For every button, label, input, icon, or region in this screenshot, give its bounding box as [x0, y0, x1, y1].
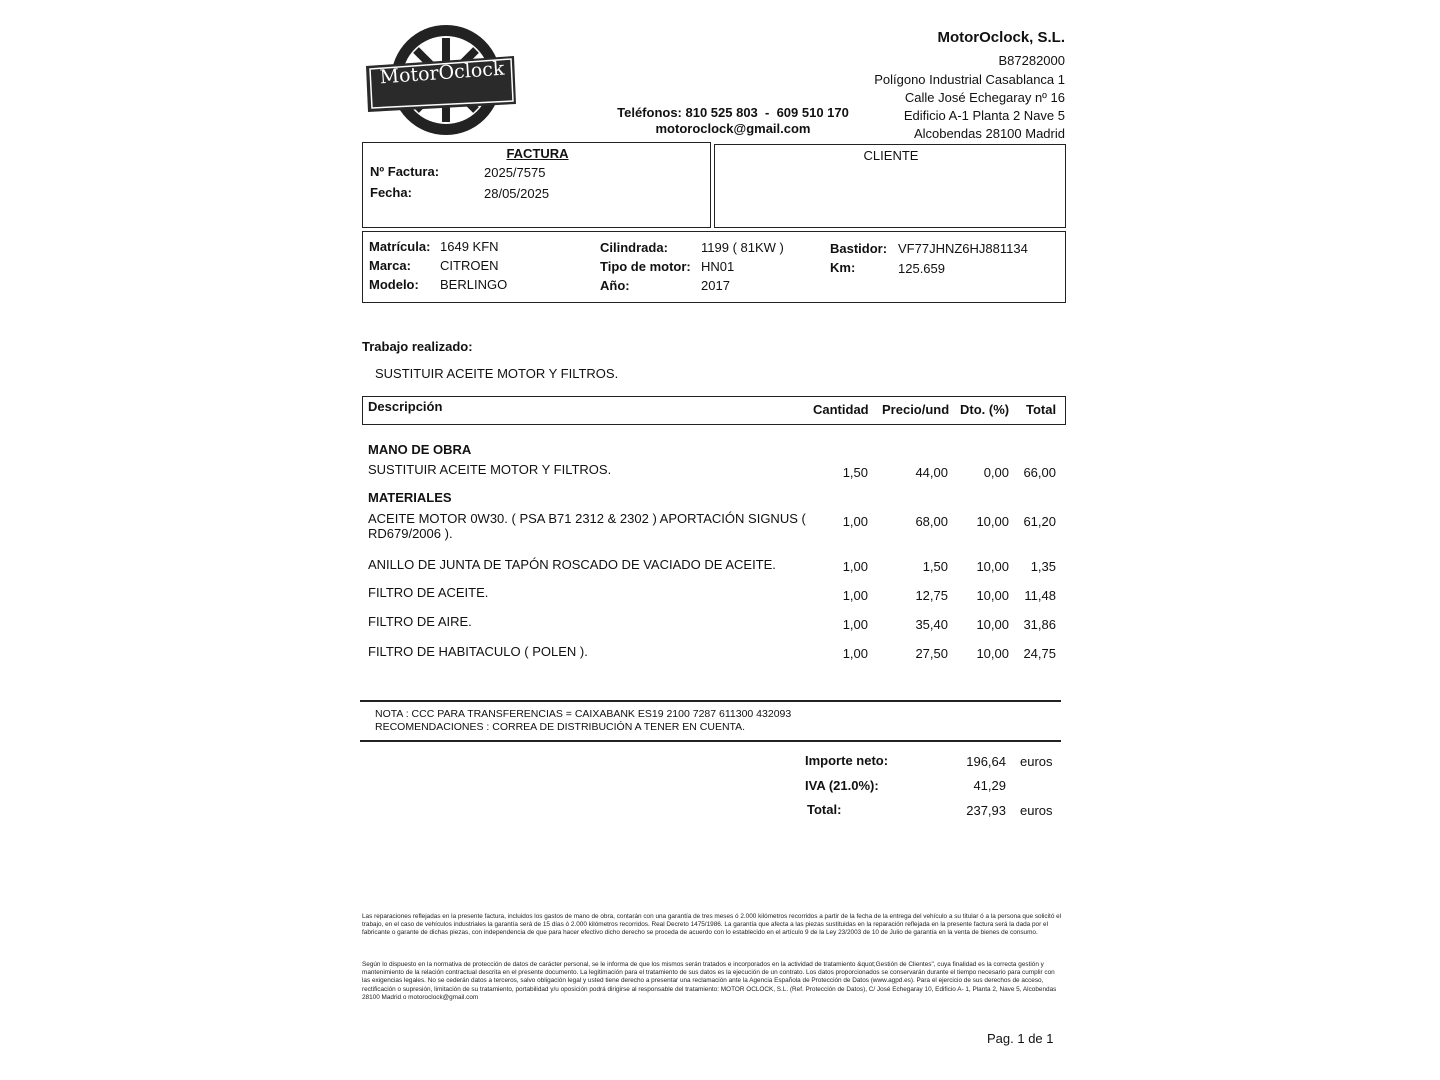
vat-label: IVA (21.0%):	[805, 778, 879, 793]
row-price: 68,00	[915, 514, 948, 529]
cc-label: Cilindrada:	[600, 240, 668, 255]
col-description: Descripción	[368, 399, 443, 414]
row-price: 1,50	[922, 559, 948, 574]
row-discount: 10,00	[976, 588, 1009, 603]
total-value: 237,93	[966, 803, 1006, 818]
invoice-date: 28/05/2025	[484, 186, 550, 201]
row-total: 11,48	[1024, 588, 1056, 603]
vin-value: VF77JHNZ6HJ881134	[898, 241, 1028, 256]
row-discount: 0,00	[983, 465, 1009, 480]
total-unit: euros	[1020, 803, 1053, 818]
company-phones: Teléfonos: 810 525 803 - 609 510 170	[617, 105, 849, 120]
company-address-2: Calle José Echegaray nº 16	[904, 89, 1065, 105]
row-price: 27,50	[915, 646, 948, 661]
model-label: Modelo:	[369, 277, 419, 292]
km-label: Km:	[830, 260, 856, 275]
total-label: Total:	[807, 802, 842, 817]
row-total: 1,35	[1030, 559, 1056, 574]
privacy-text: Según lo dispuesto en la normativa de protección de datos de carácter personal, se le informa de que los mismos serán tratados e incorporados en la actividad de tratamiento &quot;Gestión de Clientes", cuya finalidad es la correcta gestión y mantenimiento de la relación contractual descrita en el presente documento. La legitimación para el tratamiento de sus datos es la ejecución de un contrato. Los datos proporcionados se conservarán durante el tiempo necesario para cumplir con las exigencias legales. No se cederán datos a terceros, salvo obligación legal y usted tiene derecho a presentar una reclamación ante la Agencia Española de Protección de Datos (www.agpd.es). Para el ejercicio de sus derechos de acceso, rectificación o supresión, limitación de su tratamiento, portabilidad y/u oposición podrá dirigirse al responsable del tratamiento: MOTOR OCLOCK, S.L. (Ref. Protección de Datos), C/ José Echegaray 10, Edificio A- 1, Planta 2, Nave 5, Alcobendas 28100 Madrid o motoroclock@gmail.com	[362, 961, 1057, 1001]
row-discount: 10,00	[976, 514, 1009, 529]
row-quantity: 1,00	[842, 617, 868, 632]
row-description: FILTRO DE ACEITE.	[368, 585, 489, 600]
company-address-1: Polígono Industrial Casablanca 1	[874, 71, 1065, 87]
company-name: MotorOclock, S.L.	[937, 29, 1065, 46]
company-address-3: Edificio A-1 Planta 2 Nave 5	[903, 108, 1065, 124]
invoice-date-label: Fecha:	[370, 185, 412, 200]
row-description: ACEITE MOTOR 0W30. ( PSA B71 2312 & 2302 ) APORTACIÓN SIGNUS (	[368, 511, 806, 526]
row-quantity: 1,00	[842, 588, 868, 603]
row-description: FILTRO DE HABITACULO ( POLEN ).	[368, 644, 588, 659]
row-total: 24,75	[1023, 646, 1056, 661]
net-unit: euros	[1020, 754, 1053, 769]
table-row	[0, 613, 1440, 633]
row-price: 12,75	[915, 588, 948, 603]
logo-text: MotorOclock	[378, 57, 506, 89]
col-total: Total	[1026, 402, 1057, 417]
row-description: ANILLO DE JUNTA DE TAPÓN ROSCADO DE VACIADO DE ACEITE.	[368, 557, 776, 572]
invoice-title: FACTURA	[506, 146, 569, 161]
net-label: Importe neto:	[805, 753, 889, 768]
materials-title: MATERIALES	[368, 490, 452, 505]
col-price: Precio/und	[882, 402, 950, 417]
vehicle-box	[362, 231, 1066, 303]
row-quantity: 1,50	[842, 465, 868, 480]
engine-value: HN01	[701, 259, 735, 274]
col-quantity: Cantidad	[813, 402, 869, 417]
year-value: 2017	[701, 278, 730, 293]
plate-label: Matrícula:	[369, 239, 431, 254]
row-quantity: 1,00	[842, 559, 868, 574]
engine-label: Tipo de motor:	[600, 259, 691, 274]
row-price: 35,40	[915, 617, 948, 632]
notes-bottom-rule	[360, 740, 1061, 742]
labour-title: MANO DE OBRA	[368, 442, 472, 457]
row-quantity: 1,00	[842, 514, 868, 529]
row-discount: 10,00	[976, 559, 1009, 574]
table-row	[0, 461, 1440, 481]
plate-value: 1649 KFN	[440, 239, 499, 254]
brand-label: Marca:	[369, 258, 411, 273]
client-box	[714, 144, 1066, 228]
invoice-number-label: Nº Factura:	[370, 164, 440, 179]
row-total: 61,20	[1023, 514, 1056, 529]
row-quantity: 1,00	[842, 646, 868, 661]
client-title: CLIENTE	[863, 148, 919, 163]
invoice-box	[362, 142, 711, 228]
table-row	[0, 584, 1440, 604]
km-value: 125.659	[898, 261, 945, 276]
notes-top-rule	[360, 700, 1061, 702]
year-label: Año:	[600, 278, 630, 293]
company-address-4: Alcobendas 28100 Madrid	[913, 126, 1065, 142]
company-cif: B87282000	[998, 53, 1065, 69]
table-header	[362, 396, 1066, 425]
note-line-1: NOTA : CCC PARA TRANSFERENCIAS = CAIXABANK ES19 2100 7287 611300 432093	[375, 708, 792, 720]
model-value: BERLINGO	[440, 277, 508, 292]
row-description-cont: RD679/2006 ).	[368, 526, 453, 541]
row-price: 44,00	[915, 465, 948, 480]
company-details	[874, 29, 1065, 144]
row-discount: 10,00	[976, 617, 1009, 632]
row-description: SUSTITUIR ACEITE MOTOR Y FILTROS.	[368, 462, 612, 477]
cc-value: 1199 ( 81KW )	[701, 240, 784, 255]
work-label: Trabajo realizado:	[362, 339, 473, 354]
invoice-number: 2025/7575	[484, 165, 546, 180]
row-total: 66,00	[1023, 465, 1056, 480]
row-total: 31,86	[1023, 617, 1056, 632]
row-discount: 10,00	[976, 646, 1009, 661]
warranty-text: Las reparaciones reflejadas en la presente factura, incluidos los gastos de mano de obra, contarán con una garantía de tres meses ó 2.000 kilómetros recorridos a partir de la fecha de la entrega del vehículo a su titular ó a la persona que solicitó el trabajo, en el caso de vehículos industriales la garantía será de 15 días ó 2.000 kilómetros recorridos. Real Decreto 1475/1986. La garantía que afecta a las piezas sustituidas en la reparación reflejada en la presente factura será la dada por el fabricante o garante de dichas piezas, con independencia de que para hacer efectivo dicho derecho se proceda de acuerdo con lo establecido en el artículo 9 de la Ley 23/2003 de 10 de Julio de garantía en la venta de bienes de consumo.	[362, 913, 1062, 937]
company-logo	[364, 24, 518, 136]
table-row	[0, 510, 1440, 544]
col-discount: Dto. (%)	[960, 402, 1010, 417]
brand-value: CITROEN	[440, 258, 499, 273]
page-number: Pag. 1 de 1	[987, 1031, 1054, 1046]
table-row	[0, 643, 1440, 663]
work-description: SUSTITUIR ACEITE MOTOR Y FILTROS.	[375, 366, 619, 381]
net-value: 196,64	[966, 754, 1006, 769]
vin-label: Bastidor:	[830, 241, 888, 256]
row-description: FILTRO DE AIRE.	[368, 614, 472, 629]
company-email: motoroclock@gmail.com	[655, 121, 811, 136]
vat-value: 41,29	[973, 778, 1006, 793]
note-line-2: RECOMENDACIONES : CORREA DE DISTRIBUCIÓN A TENER EN CUENTA.	[375, 721, 746, 733]
table-row	[0, 556, 1440, 576]
